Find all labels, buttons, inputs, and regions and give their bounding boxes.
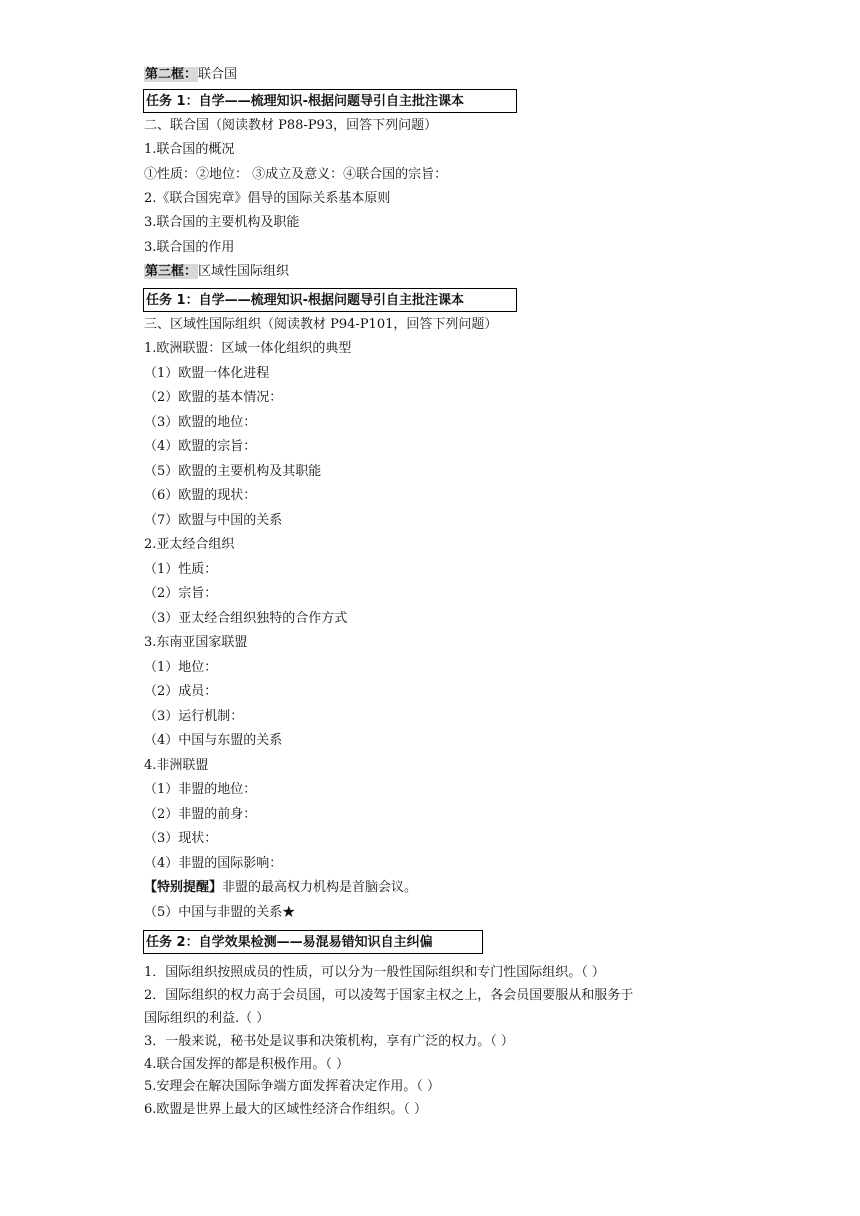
frame2-label: 第二框： [145,67,198,82]
un-line-2: ①性质：②地位： ③成立及意义：④联合国的宗旨： [144,167,448,182]
quiz-question-3: 3．一般来说，秘书处是议事和决策机构，享有广泛的权力。（ ） [144,1034,514,1049]
eu-item: （5）欧盟的主要机构及其职能 [144,464,322,479]
special-reminder [144,879,417,897]
quiz-question-5: 5.安理会在解决国际争端方面发挥着决定作用。（ ） [144,1079,441,1094]
eu-item: （2）欧盟的基本情况： [144,390,283,405]
au-item: （2）非盟的前身： [144,807,257,822]
eu-item: （7）欧盟与中国的关系 [144,513,283,528]
apec-item: （3）亚太经合组织独特的合作方式 [144,611,348,626]
eu-item: （4）欧盟的宗旨： [144,439,257,454]
task2-box: 任务 2：自学效果检测——易混易错知识自主纠偏 [143,930,483,954]
reminder-tag: 【特别提醒】 [144,880,223,895]
eu-item: （3）欧盟的地位： [144,415,257,430]
quiz-question-6: 6.欧盟是世界上最大的区域性经济合作组织。（ ） [144,1102,428,1117]
quiz-question-4: 4.联合国发挥的都是积极作用。（ ） [144,1057,350,1072]
frame3-heading [144,263,289,281]
frame2-heading [144,66,237,84]
asean-title: 3.东南亚国家联盟 [144,635,248,650]
apec-title: 2.亚太经合组织 [144,537,235,552]
un-line-5: 3.联合国的作用 [144,240,235,255]
frame3-title: 区域性国际组织 [198,264,290,279]
eu-item: （1）欧盟一体化进程 [144,366,270,381]
apec-item: （2）宗旨： [144,586,218,601]
asean-item: （2）成员： [144,684,218,699]
asean-item: （1）地位： [144,660,218,675]
reminder-text: 非盟的最高权力机构是首脑会议。 [222,880,418,895]
quiz-question-1: 1．国际组织按照成员的性质，可以分为一般性国际组织和专门性国际组织。（ ） [144,965,605,980]
au-item: （4）非盟的国际影响： [144,856,283,871]
un-line-3: 2.《联合国宪章》倡导的国际关系基本原则 [144,191,391,206]
regional-intro: 三、区域性国际组织（阅读教材 P94-P101，回答下列问题） [144,317,498,332]
asean-item: （3）运行机制： [144,709,244,724]
quiz-question-2: 2．国际组织的权力高于会员国，可以凌驾于国家主权之上，各会员国要服从和服务于 [144,988,634,1003]
eu-item: （6）欧盟的现状： [144,488,257,503]
un-line-1: 1.联合国的概况 [144,142,235,157]
au-item: （1）非盟的地位： [144,782,257,797]
asean-item: （4）中国与东盟的关系 [144,733,283,748]
au-item: （3）现状： [144,831,218,846]
un-intro: 二、联合国（阅读教材 P88-P93，回答下列问题） [144,118,438,133]
au-title: 4.非洲联盟 [144,758,209,773]
task1-box-un: 任务 1：自学——梳理知识-根据问题导引自主批注课本 [143,89,517,113]
quiz-question-2-cont: 国际组织的利益.（ ） [144,1011,270,1026]
frame2-title: 联合国 [198,67,238,82]
eu-title: 1.欧洲联盟：区域一体化组织的典型 [144,341,352,356]
au-item: （5）中国与非盟的关系★ [144,905,296,920]
task1-box-regional: 任务 1：自学——梳理知识-根据问题导引自主批注课本 [143,288,517,312]
apec-item: （1）性质： [144,562,218,577]
un-line-4: 3.联合国的主要机构及职能 [144,215,300,230]
frame3-label: 第三框： [145,264,198,279]
